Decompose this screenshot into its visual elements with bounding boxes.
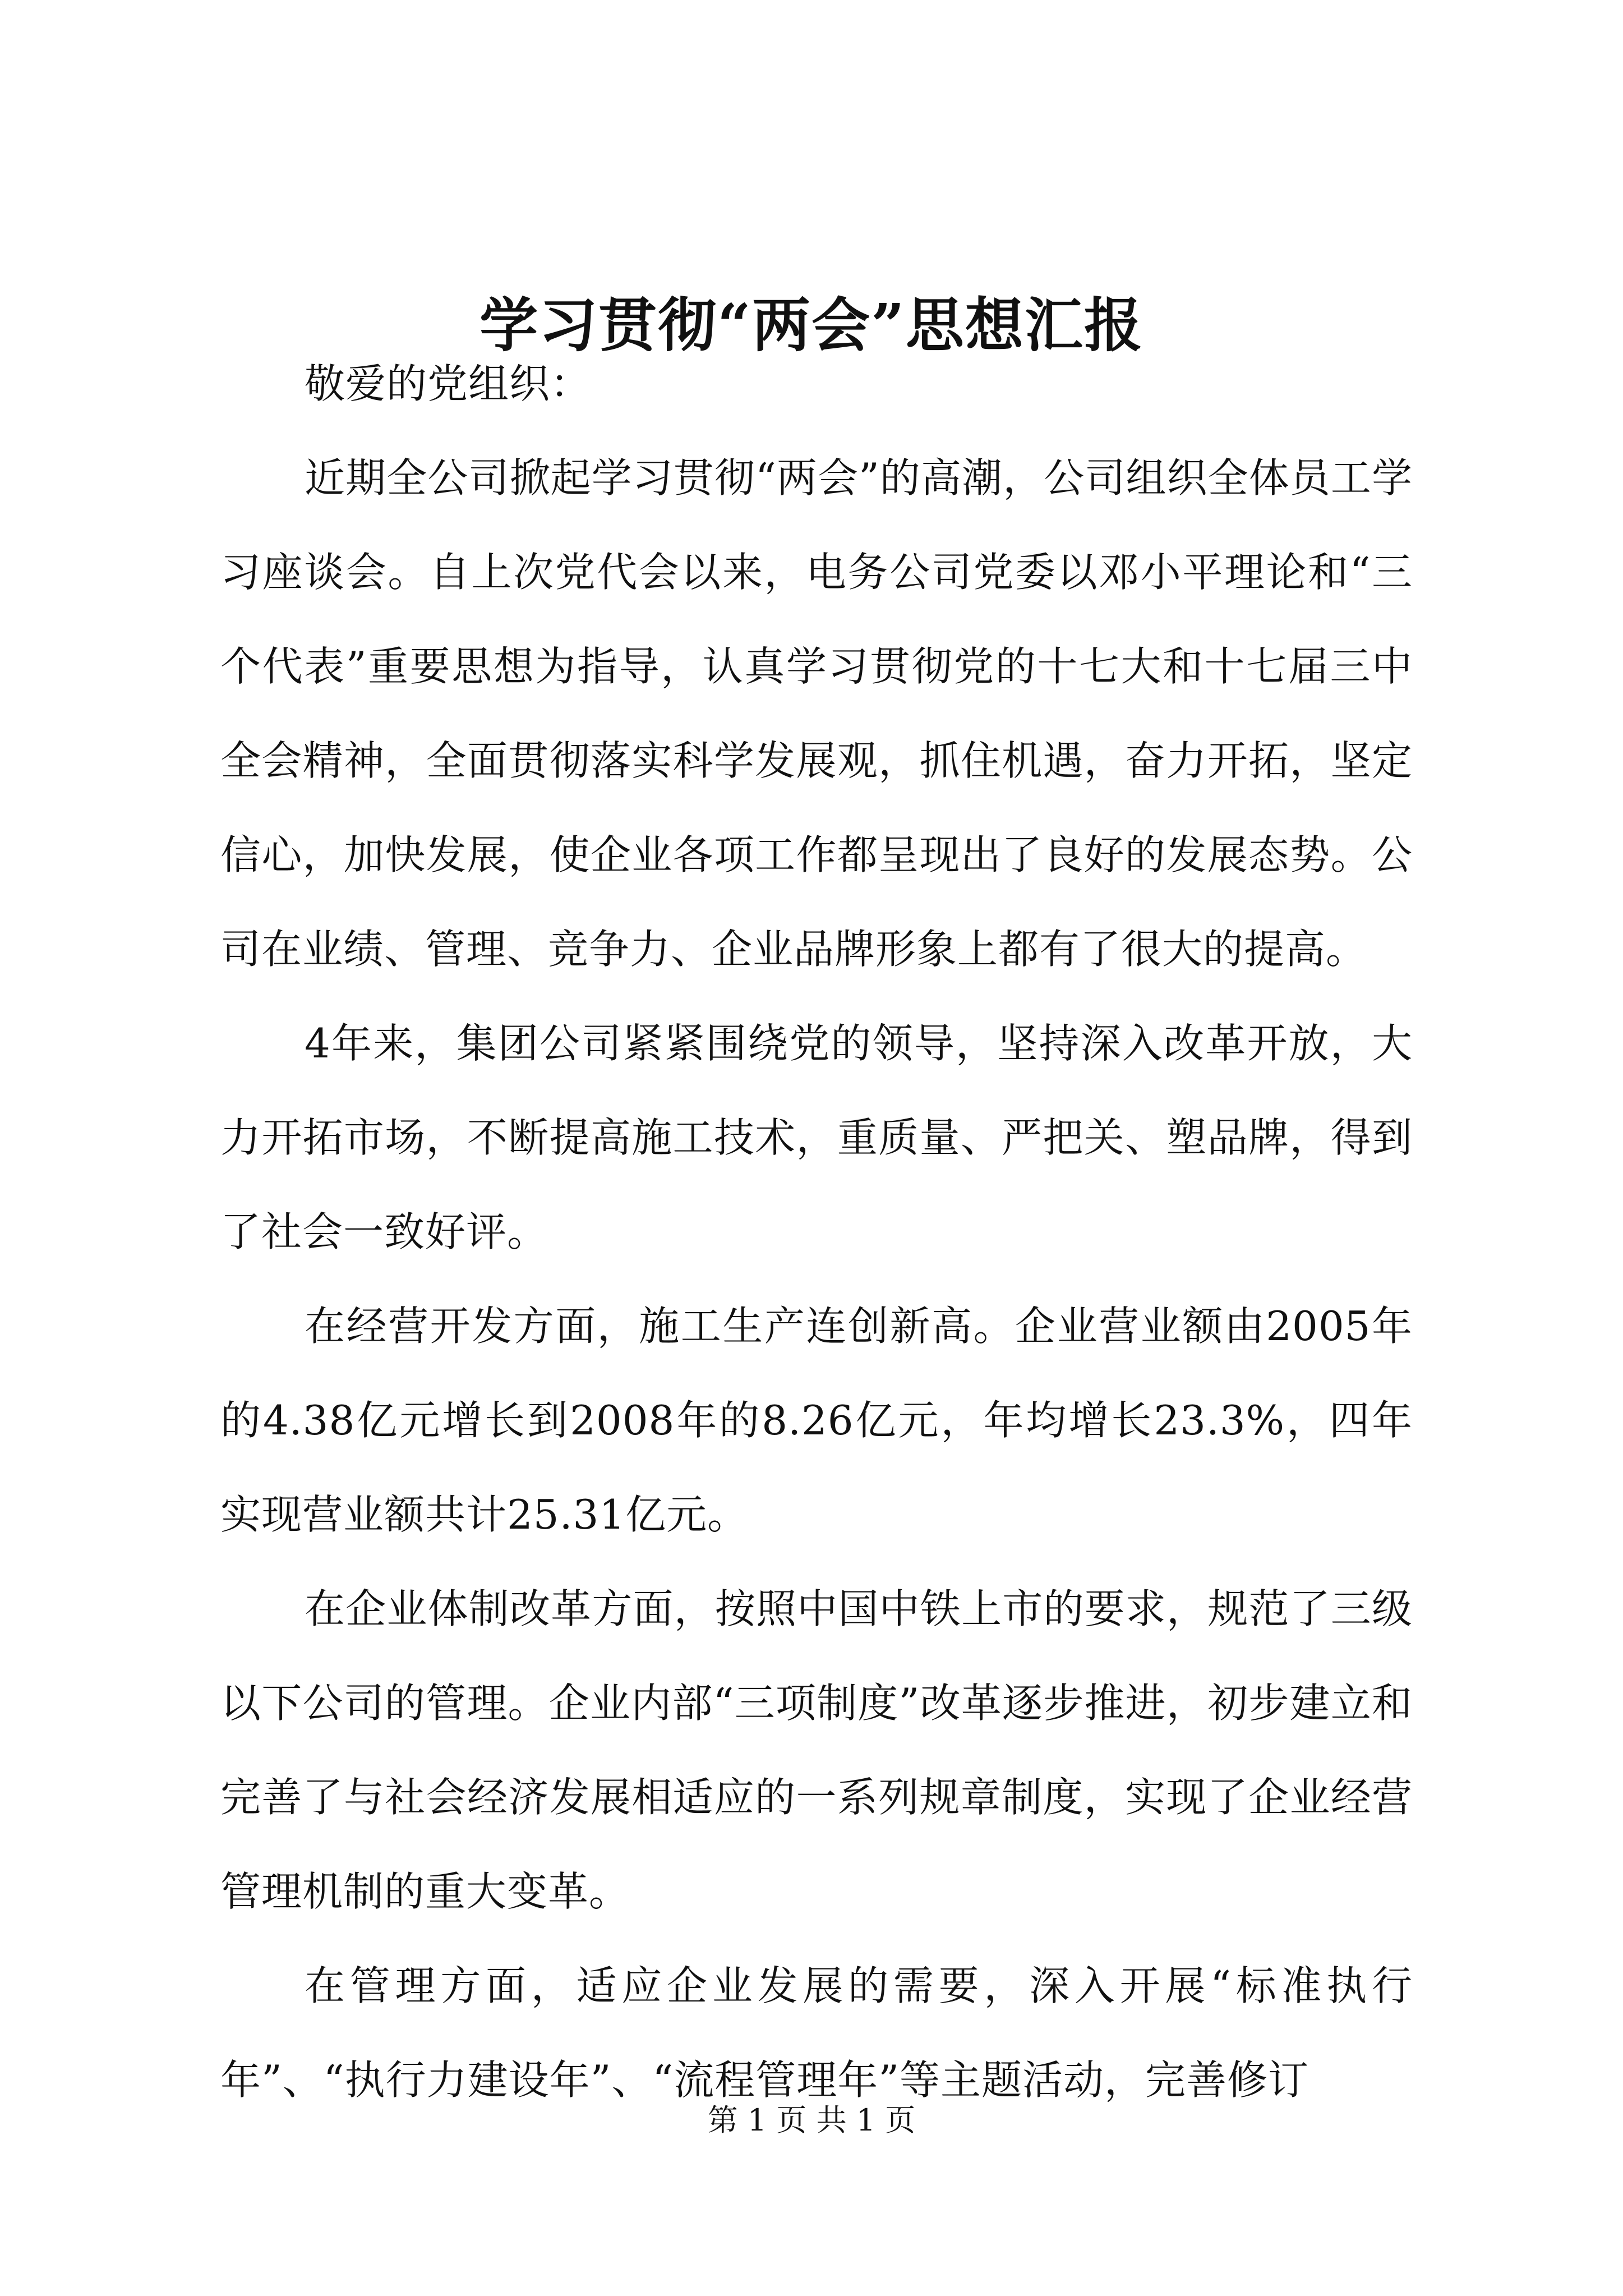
paragraph-3: 在经营开发方面，施工生产连创新高。企业营业额由2005年的4.38亿元增长到2008年的8.26亿元，年均增长23.3%，四年实现营业额共计25.31亿元。 — [220, 1303, 1413, 1538]
paragraph-2: 4年来，集团公司紧紧围绕党的领导，坚持深入改革开放，大力开拓市场，不断提高施工技术，重质量、严把关、塑品牌，得到了社会一致好评。 — [220, 1020, 1413, 1255]
document-title: 学习贯彻“两会”思想汇报 — [479, 291, 1144, 360]
document-body — [220, 337, 1413, 2127]
page-footer: 第 1 页 共 1 页 — [707, 2102, 916, 2138]
paragraph-5: 在管理方面，适应企业发展的需要，深入开展“标准执行年”、“执行力建设年”、“流程管理年”等主题活动，完善修订 — [220, 1962, 1413, 2104]
paragraph-1: 近期全公司掀起学习贯彻“两会”的高潮，公司组织全体员工学习座谈会。自上次党代会以来，电务公司党委以邓小平理论和“三个代表”重要思想为指导，认真学习贯彻党的十七大和十七届三中全会精神，全面贯彻落实科学发展观，抓住机遇，奋力开拓，坚定信心，加快发展，使企业各项工作都呈现出了良好的发展态势。公司在业绩、管理、竞争力、企业品牌形象上都有了很大的提高。 — [220, 454, 1413, 973]
paragraph-4: 在企业体制改革方面，按照中国中铁上市的要求，规范了三级以下公司的管理。企业内部“三项制度”改革逐步推进，初步建立和完善了与社会经济发展相适应的一系列规章制度，实现了企业经营管理机制的重大变革。 — [220, 1585, 1413, 1915]
salutation: 敬爱的党组织： — [305, 360, 592, 407]
